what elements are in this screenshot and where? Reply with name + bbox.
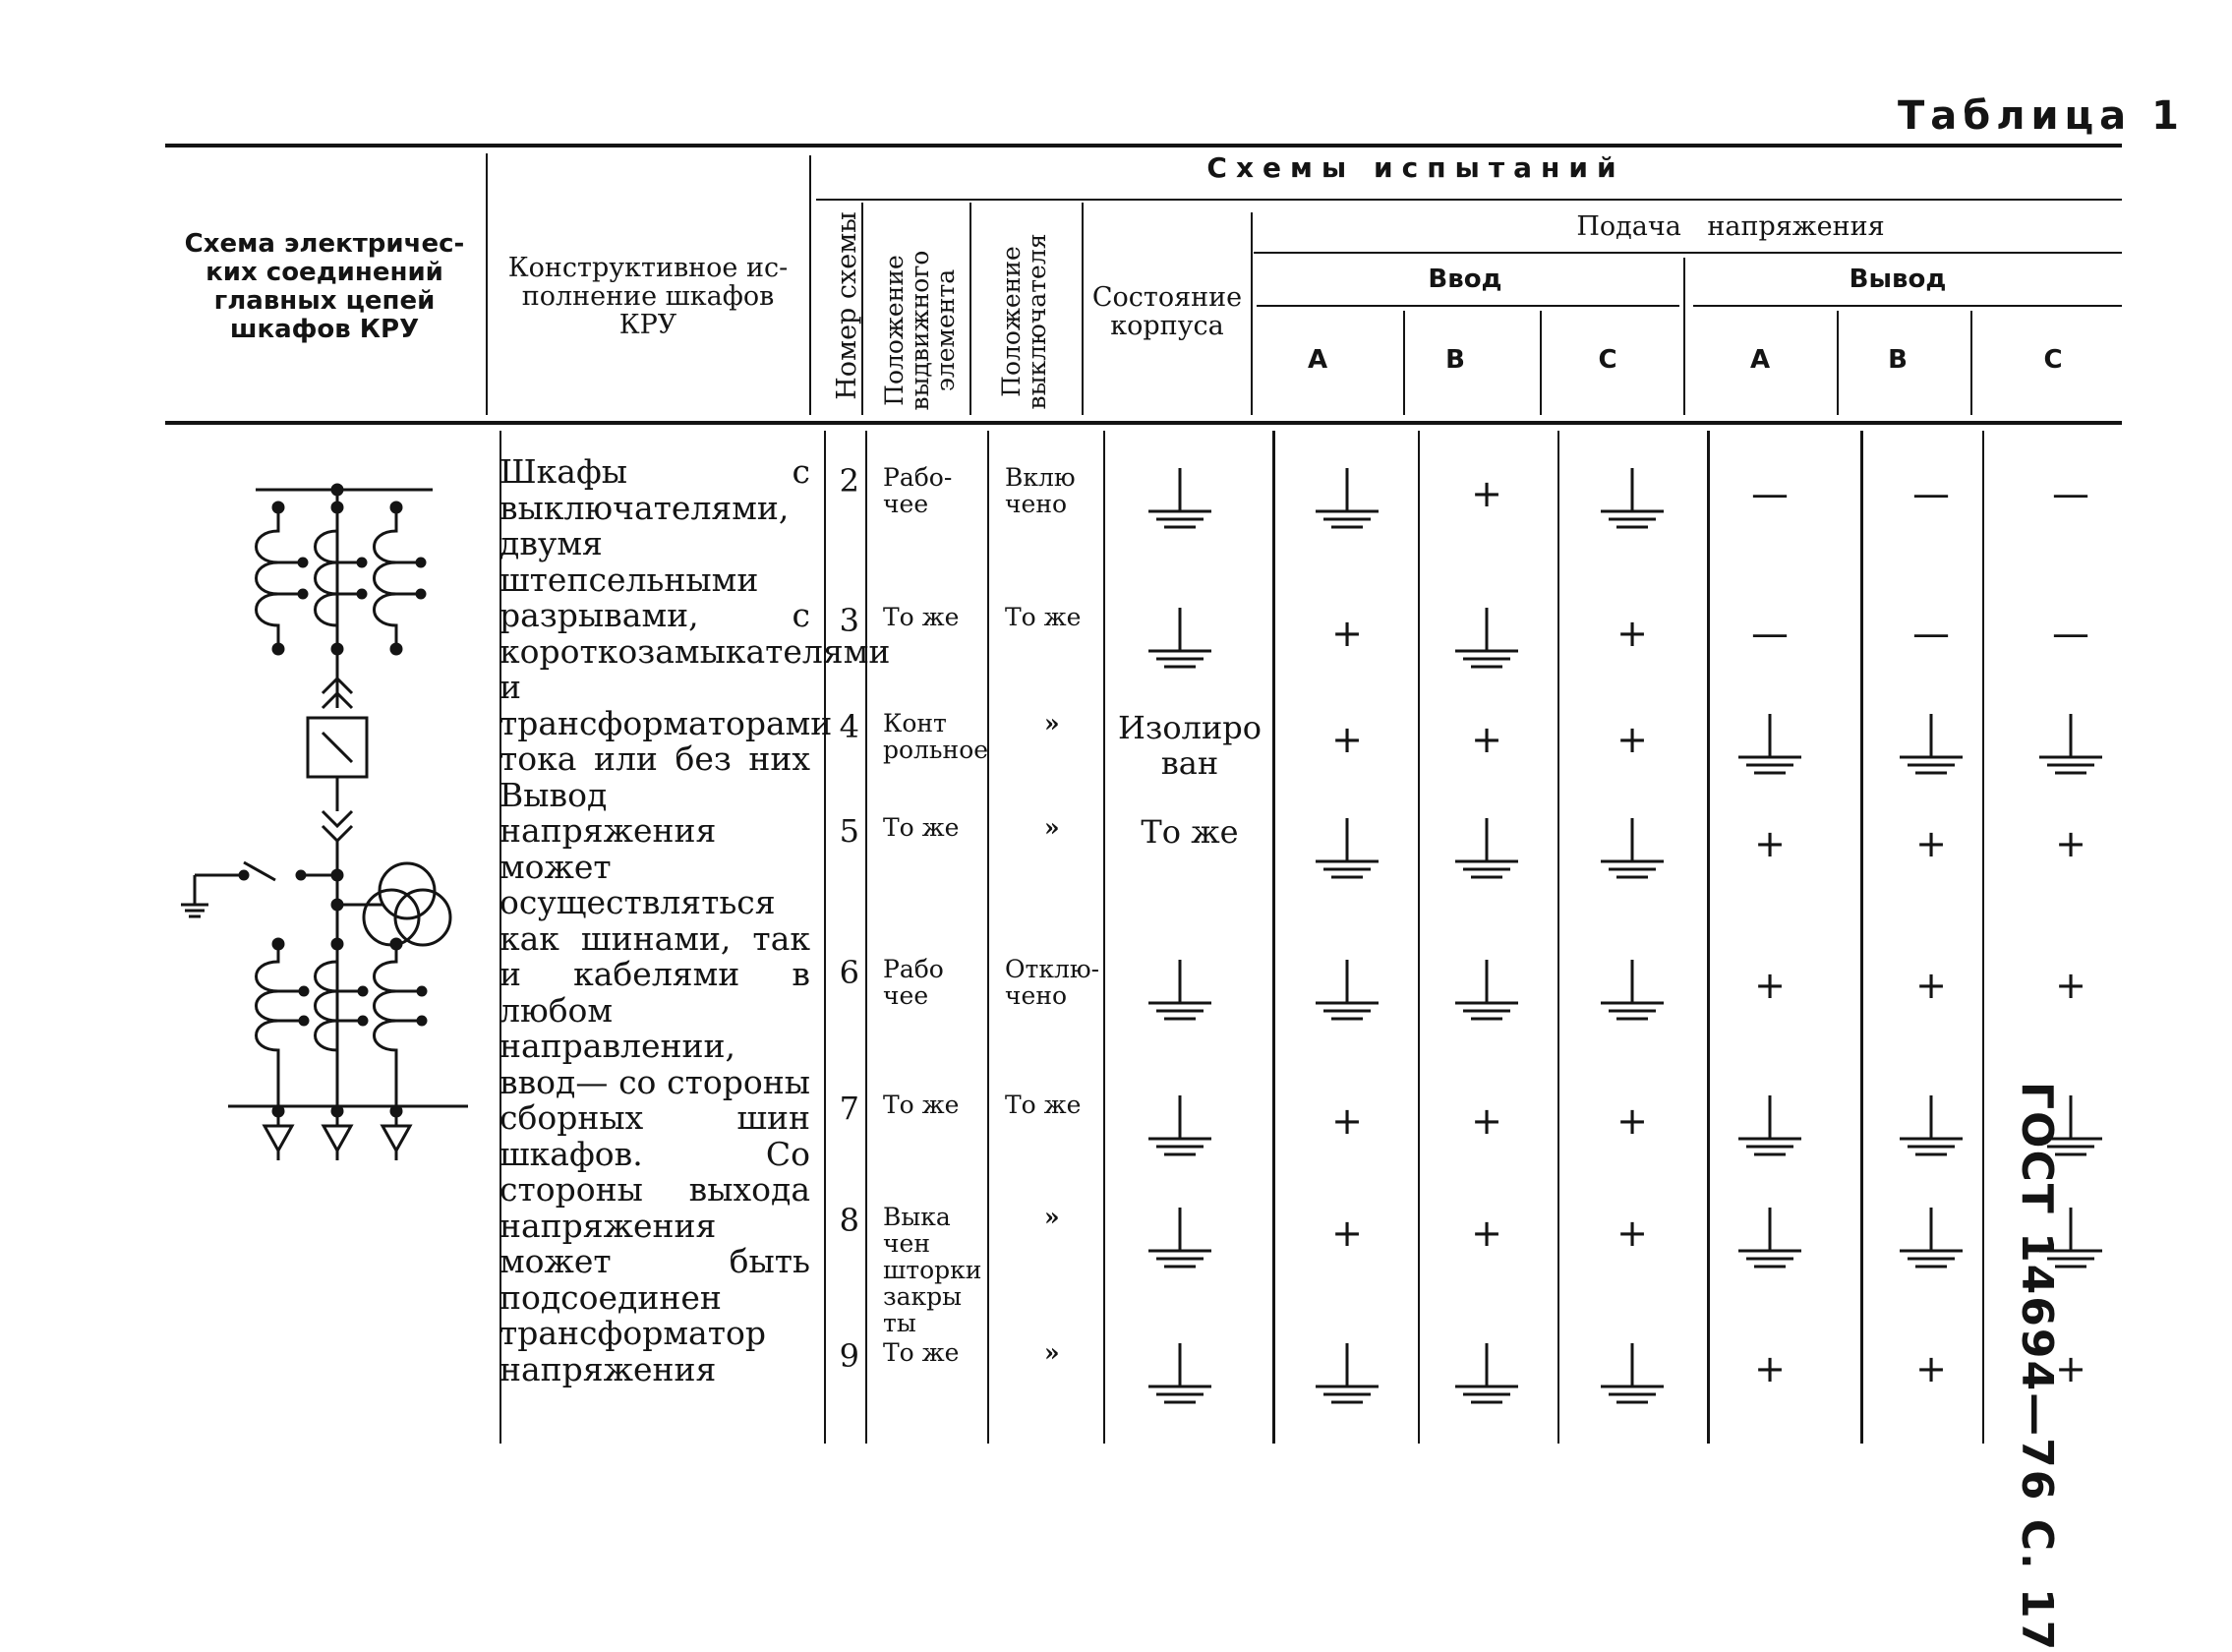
header-input-phase-b: B [1445, 345, 1465, 375]
header-divider [1251, 212, 1253, 415]
breaker-position: То же [1005, 1091, 1082, 1119]
header-housing-state: Состояние корпуса [1091, 282, 1243, 341]
output-ground-icon [1892, 1092, 1970, 1170]
body-divider [1103, 431, 1105, 1444]
input-value: + [1331, 1211, 1363, 1255]
housing-ground-icon [1141, 956, 1219, 1034]
input-value: + [1331, 718, 1363, 761]
tests-group-rule [816, 199, 2122, 201]
scheme-number: 4 [839, 708, 859, 745]
header-output-phase-b: B [1888, 345, 1908, 375]
body-divider [987, 431, 989, 1444]
header-divider [969, 203, 971, 415]
input-ground-icon [1308, 464, 1386, 543]
breaker-position: Вклю чено [1005, 463, 1076, 518]
rollout-position: Рабо- чее [883, 463, 953, 518]
input-value: + [1471, 1099, 1502, 1143]
header-voltage-supply: Подача напряжения [1576, 211, 1885, 242]
input-ground-icon [1447, 956, 1526, 1034]
input-value: + [1331, 1099, 1363, 1143]
header-divider [1540, 311, 1542, 415]
housing-ground-icon [1141, 1204, 1219, 1282]
output-value: — [1912, 612, 1950, 655]
body-divider [824, 431, 826, 1444]
header-divider [486, 153, 488, 415]
input-ground-icon [1447, 1339, 1526, 1418]
output-value: + [1915, 964, 1947, 1007]
housing-state: Изолиро ван [1117, 709, 1263, 782]
breaker-position: » [1044, 813, 1060, 842]
input-ground-icon [1308, 814, 1386, 893]
breaker-position: » [1044, 709, 1060, 738]
rollout-position: То же [883, 603, 960, 631]
rollout-position: Конт рольное [883, 709, 989, 764]
breaker-position: То же [1005, 603, 1082, 631]
scheme-number: 8 [839, 1202, 859, 1239]
input-ground-icon [1308, 1339, 1386, 1418]
output-ground-icon [1731, 1204, 1809, 1282]
output-value: + [1754, 822, 1786, 865]
scheme-number: 9 [839, 1337, 859, 1375]
output-value: + [2055, 822, 2086, 865]
output-value: + [2055, 1347, 2086, 1390]
header-scheme: Схема электричес- ких соединений главных цепей шкафов КРУ [184, 229, 465, 344]
circuit-diagram [167, 472, 482, 1180]
output-value: + [1754, 964, 1786, 1007]
housing-ground-icon [1141, 464, 1219, 543]
header-divider [1683, 258, 1685, 415]
output-ground-icon [2031, 710, 2110, 789]
input-value: + [1616, 1099, 1648, 1143]
body-divider [1557, 431, 1559, 1444]
housing-ground-icon [1141, 1092, 1219, 1170]
housing-state: То же [1141, 813, 1239, 851]
input-value: + [1331, 612, 1363, 655]
input-value: + [1471, 1211, 1502, 1255]
input-group-rule [1257, 305, 1679, 307]
input-value: + [1471, 718, 1502, 761]
input-value: + [1616, 1211, 1648, 1255]
output-value: — [1751, 612, 1789, 655]
cabinet-description: Шкафы с выключателями, двумя штепсельными разрывами, с короткозамыкателями и трансформаторами тока или без них Вывод напряжения может осуществляться как шинами, так и кабелями в любом направлении, ввод— со стороны сборных шин шкафов. Со стороны выхода напряжения может быть подсоединен трансформатор напряжения [499, 452, 891, 1388]
rollout-position: То же [883, 1338, 960, 1367]
input-ground-icon [1308, 956, 1386, 1034]
header-input: Ввод [1428, 265, 1502, 294]
housing-ground-icon [1141, 1339, 1219, 1418]
body-divider [1272, 431, 1275, 1444]
header-input-phase-a: A [1307, 345, 1328, 375]
input-ground-icon [1447, 604, 1526, 682]
header-divider [1970, 311, 1972, 415]
output-value: + [1915, 822, 1947, 865]
table-label: Таблица 1 [1898, 93, 2185, 139]
scheme-number: 7 [839, 1090, 859, 1127]
scheme-number: 6 [839, 954, 859, 991]
output-ground-icon [1892, 1204, 1970, 1282]
output-value: — [2052, 612, 2089, 655]
output-value: + [1754, 1347, 1786, 1390]
header-divider [1837, 311, 1839, 415]
header-output-phase-a: A [1749, 345, 1771, 375]
output-value: + [2055, 964, 2086, 1007]
header-input-phase-c: C [1598, 345, 1617, 375]
scheme-number: 3 [839, 602, 859, 639]
output-ground-icon [1892, 710, 1970, 789]
output-group-rule [1693, 305, 2122, 307]
input-value: + [1616, 612, 1648, 655]
breaker-position: » [1044, 1338, 1060, 1367]
breaker-position: » [1044, 1203, 1060, 1231]
header-bottom-rule [165, 421, 2122, 425]
rollout-position: Выка чен шторки закры ты [883, 1203, 982, 1337]
input-ground-icon [1593, 956, 1672, 1034]
header-design: Конструктивное ис- полнение шкафов КРУ [507, 253, 789, 340]
body-divider [1860, 431, 1863, 1444]
output-ground-icon [1731, 710, 1809, 789]
header-scheme-number: Номер схемы [832, 211, 862, 400]
output-ground-icon [1731, 1092, 1809, 1170]
output-value: — [1751, 472, 1789, 515]
table-top-rule [165, 144, 2122, 148]
rollout-position: Рабо чее [883, 955, 944, 1010]
output-value: + [1915, 1347, 1947, 1390]
rollout-position: То же [883, 1091, 960, 1119]
header-divider [1082, 203, 1084, 415]
housing-ground-icon [1141, 604, 1219, 682]
output-value: — [1912, 472, 1950, 515]
header-divider [809, 155, 811, 415]
breaker-position: Отклю- чено [1005, 955, 1100, 1010]
header-output: Вывод [1849, 265, 1947, 294]
header-divider [1403, 311, 1405, 415]
scheme-number: 5 [839, 812, 859, 850]
input-value: + [1616, 718, 1648, 761]
rollout-position: То же [883, 813, 960, 842]
voltage-group-rule [1254, 252, 2122, 254]
input-value: + [1471, 472, 1502, 515]
header-breaker-position: Положение выключателя [997, 233, 1051, 410]
body-divider [1707, 431, 1710, 1444]
body-divider [1418, 431, 1420, 1444]
header-tests-group: Схемы испытаний [1206, 151, 1625, 184]
input-ground-icon [1447, 814, 1526, 893]
input-ground-icon [1593, 814, 1672, 893]
scheme-number: 2 [839, 462, 859, 500]
header-rollout-position: Положение выдвижного элемента [880, 250, 960, 411]
input-ground-icon [1593, 464, 1672, 543]
body-divider [1982, 431, 1984, 1444]
body-divider [865, 431, 867, 1444]
header-output-phase-c: C [2043, 345, 2063, 375]
output-value: — [2052, 472, 2089, 515]
input-ground-icon [1593, 1339, 1672, 1418]
